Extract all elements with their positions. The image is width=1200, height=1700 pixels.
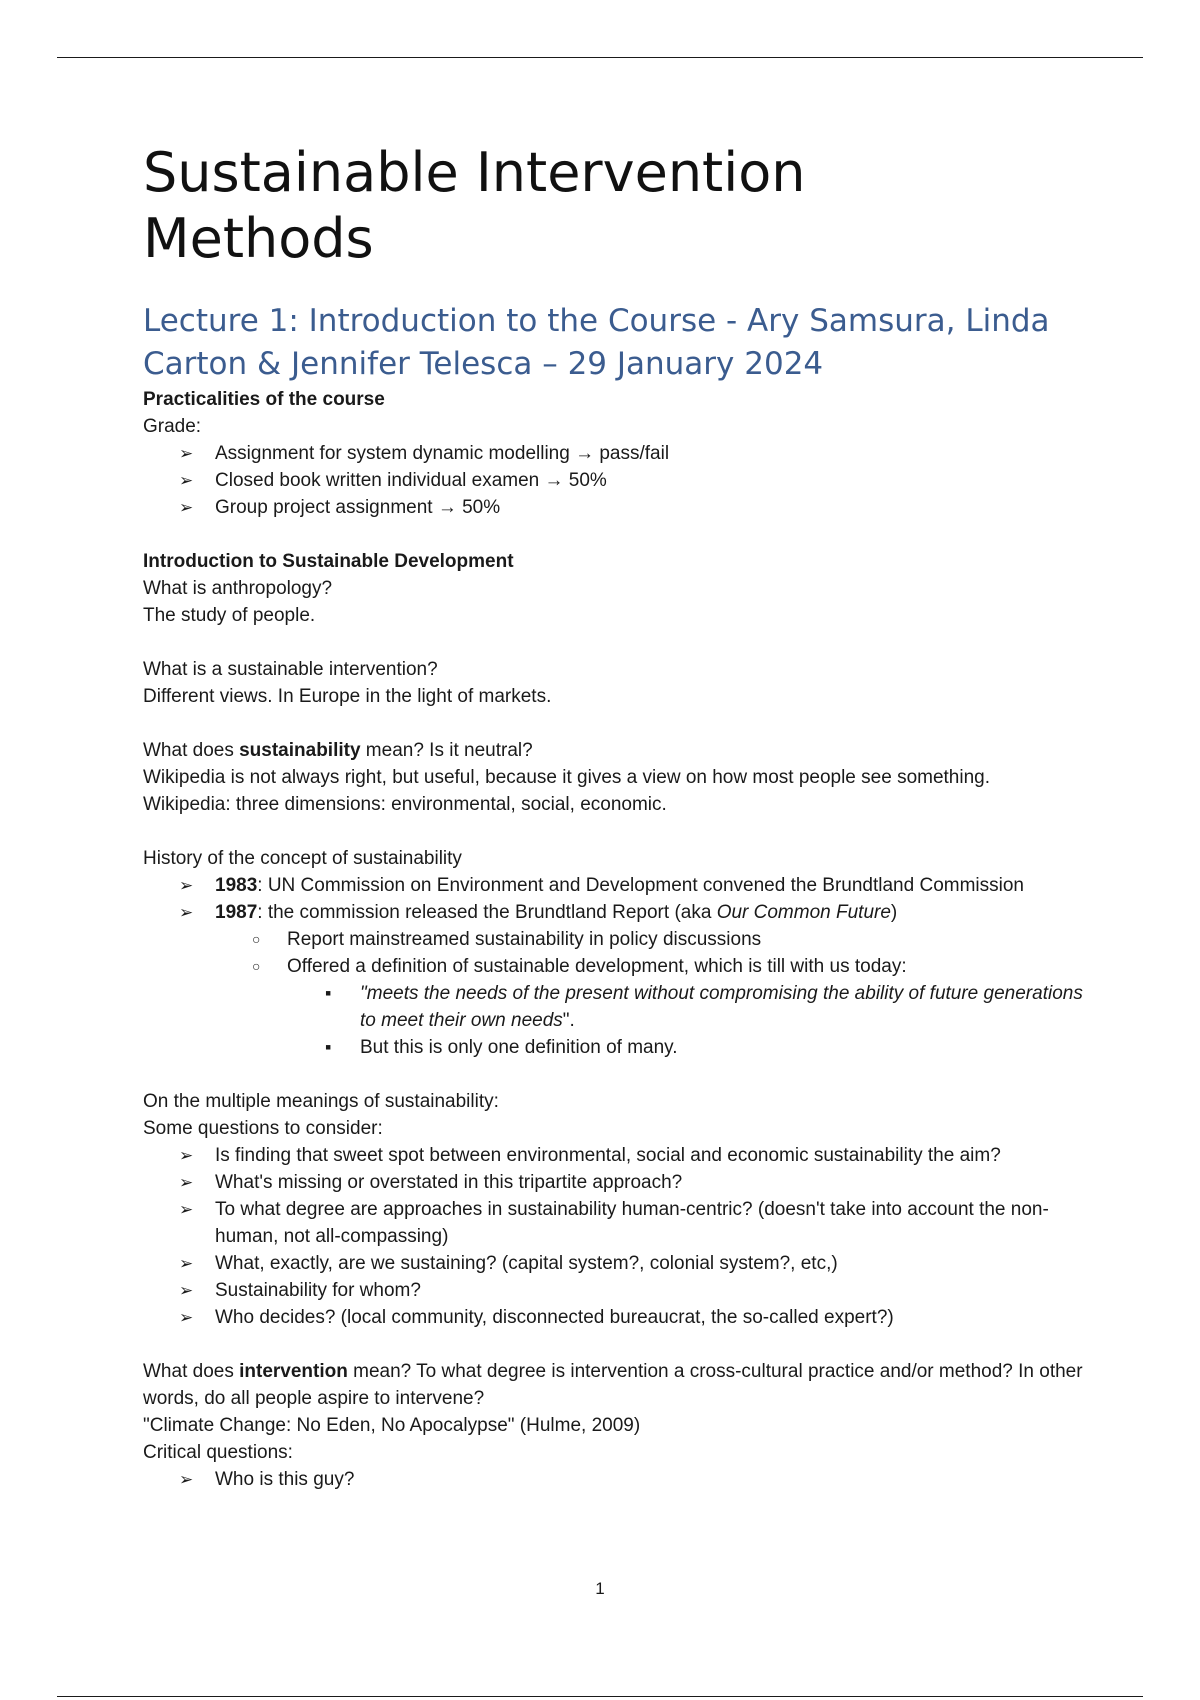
intro-heading: Introduction to Sustainable Development (143, 551, 514, 572)
document-body (143, 140, 1083, 1493)
footer-rule (57, 1696, 1143, 1697)
list-item: ▪ But this is only one definition of many. (143, 1034, 1083, 1061)
wikipedia-note: Wikipedia is not always right, but useful, because it gives a view on how most people see something. (143, 767, 991, 788)
list-item: ○ Offered a definition of sustainable development, which is till with us today: (143, 953, 1083, 980)
grade-list (143, 440, 1083, 521)
title-line-2: Methods (143, 207, 374, 270)
list-item: ➢ What's missing or overstated in this tripartite approach? (143, 1169, 1083, 1196)
quote-mark: " (360, 983, 367, 1004)
report-title: Our Common Future (716, 902, 891, 923)
history-list (143, 872, 1083, 926)
list-item: ➢ Sustainability for whom? (143, 1277, 1083, 1304)
citation: "Climate Change: No Eden, No Apocalypse" (Hulme, 2009) (143, 1415, 641, 1436)
lecture-heading: Lecture 1: Introduction to the Course - Ary Samsura, Linda Carton & Jennifer Telesca – 29 January 2024 (143, 303, 1050, 382)
critical-questions-list (143, 1466, 1083, 1493)
list-item: ➢ Who decides? (local community, disconnected bureaucrat, the so-called expert?) (143, 1304, 1083, 1331)
list-item: ➢ What, exactly, are we sustaining? (capital system?, colonial system?, etc,) (143, 1250, 1083, 1277)
lecture-notes (143, 386, 1083, 1493)
definition-quote (360, 983, 1083, 1031)
question-anthropology: What is anthropology? (143, 578, 333, 599)
list-item: ➢ Who is this guy? (143, 1466, 1083, 1493)
intervention-question (143, 1358, 1083, 1412)
practicalities-heading: Practicalities of the course (143, 389, 385, 410)
question-text: What does (143, 1361, 240, 1382)
answer-anthropology: The study of people. (143, 605, 316, 626)
list-item (143, 980, 1083, 1034)
list-item (143, 872, 1083, 899)
year-label: 1983 (215, 875, 258, 896)
list-item-text: : UN Commission on Environment and Development convened the Brundtland Commission (257, 875, 1024, 896)
list-item-text: : the commission released the Brundtland Report (aka (257, 902, 717, 923)
question-intervention: What is a sustainable intervention? (143, 659, 438, 680)
question-text: mean? Is it neutral? (360, 740, 533, 761)
critical-questions-label: Critical questions: (143, 1442, 293, 1463)
list-item: ➢ To what degree are approaches in sustainability human-centric? (doesn't take into account the non-human, not all-compassing) (143, 1196, 1083, 1250)
list-item: ➢ Group project assignment → 50% (143, 494, 1083, 521)
definition-list (143, 980, 1083, 1061)
list-item: ➢ Closed book written individual examen → 50% (143, 467, 1083, 494)
wikipedia-dimensions: Wikipedia: three dimensions: environmental, social, economic. (143, 794, 667, 815)
history-heading: History of the concept of sustainability (143, 848, 462, 869)
question-keyword: sustainability (239, 740, 361, 761)
meanings-subheading: Some questions to consider: (143, 1118, 383, 1139)
history-sublist (143, 926, 1083, 980)
question-text: mean? To what degree is intervention a cross-cultural practice and/or method? In other words, do all people aspire to intervene? (143, 1361, 1083, 1409)
list-item: ○ Report mainstreamed sustainability in policy discussions (143, 926, 1083, 953)
grade-label: Grade: (143, 416, 202, 437)
question-sustainability (143, 737, 1083, 764)
page-number: 1 (595, 1579, 605, 1598)
list-item: ➢ Assignment for system dynamic modelling → pass/fail (143, 440, 1083, 467)
quote-mark: ". (562, 1010, 575, 1031)
question-keyword: intervention (239, 1361, 348, 1382)
year-label: 1987 (215, 902, 258, 923)
answer-intervention: Different views. In Europe in the light of markets. (143, 686, 552, 707)
meanings-list (143, 1142, 1083, 1331)
meanings-heading: On the multiple meanings of sustainability: (143, 1091, 499, 1112)
question-text: What does (143, 740, 240, 761)
document-title (143, 140, 1083, 272)
list-item: ➢ Is finding that sweet spot between environmental, social and economic sustainability the aim? (143, 1142, 1083, 1169)
list-item-text: ) (890, 902, 898, 923)
list-item (143, 899, 1083, 926)
header-rule (57, 57, 1143, 58)
quote-text: meets the needs of the present without compromising the ability of future generations to meet their own needs (360, 983, 1083, 1031)
title-line-1: Sustainable Intervention (143, 141, 806, 204)
